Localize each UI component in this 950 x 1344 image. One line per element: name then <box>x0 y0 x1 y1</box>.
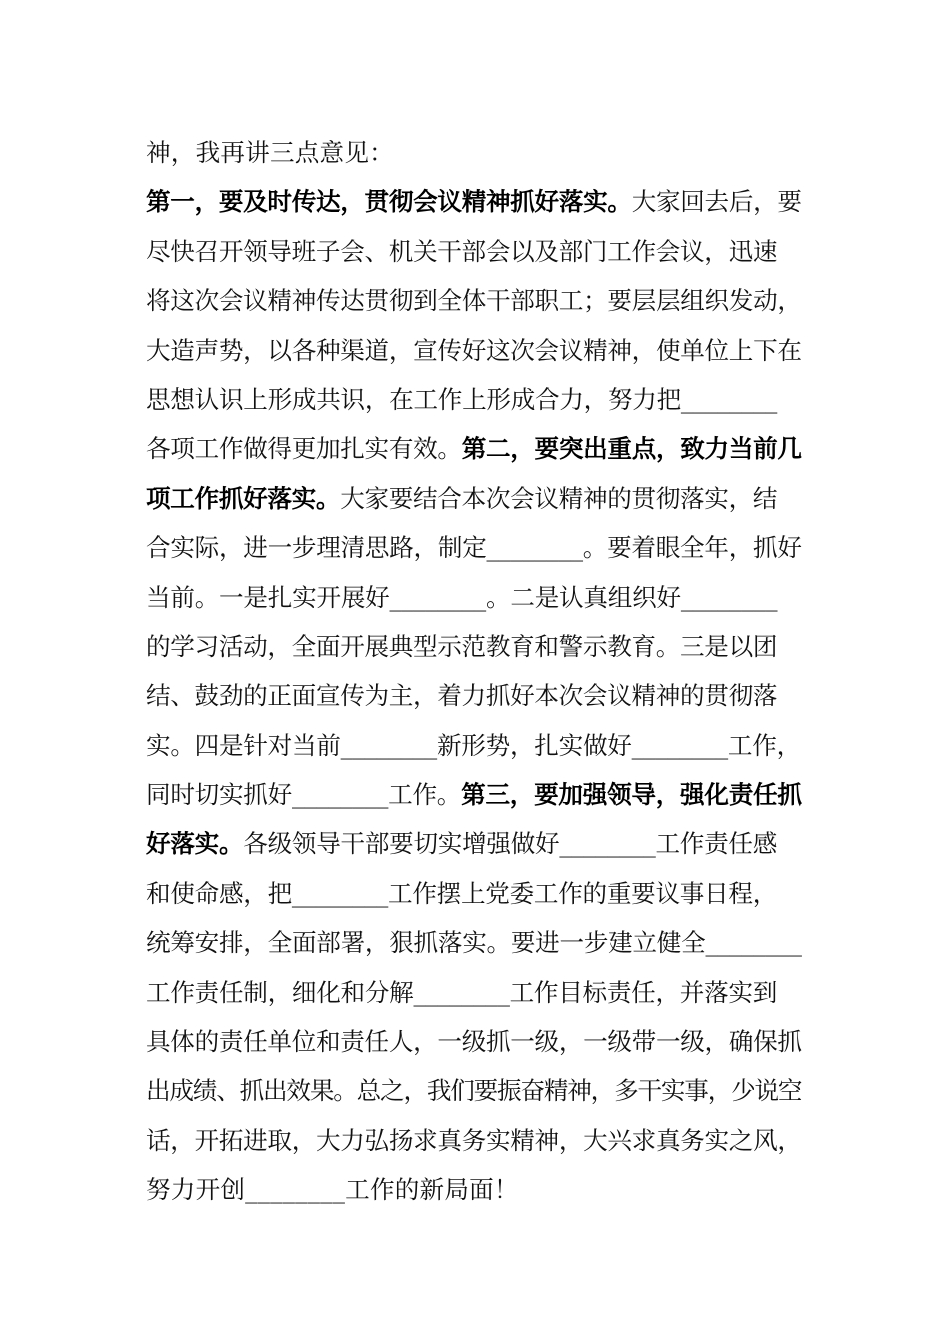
text-line <box>146 326 816 375</box>
paragraph-text: 话，开拓进取，大力弘扬求真务实精神，大兴求真务实之风， <box>146 1125 802 1155</box>
text-line <box>146 177 816 226</box>
paragraph-text: 当前。一是扎实开展好________。二是认真组织好________ <box>146 582 778 612</box>
paragraph-text: 神，我再讲三点意见： <box>146 138 394 167</box>
text-line <box>146 918 816 967</box>
paragraph-text: 统筹安排，全面部署，狠抓落实。要进一步建立健全________ <box>146 928 802 958</box>
text-line <box>146 128 816 177</box>
paragraph-text: 合实际，进一步理清思路，制定________。要着眼全年，抓好 <box>146 533 802 563</box>
text-line <box>146 424 816 473</box>
text-line <box>146 276 816 325</box>
text-line <box>146 968 816 1017</box>
paragraph-text: 同时切实抓好________工作。 <box>146 780 462 810</box>
paragraph-text: 大造声势，以各种渠道，宣传好这次会议精神，使单位上下在 <box>146 335 802 365</box>
text-line <box>146 1165 816 1214</box>
paragraph-text: 大家要结合本次会议精神的贯彻落实，结 <box>340 483 778 513</box>
text-line <box>146 523 816 572</box>
paragraph-text: 大家回去后，要 <box>631 187 802 217</box>
paragraph-text: 结、鼓劲的正面宣传为主，着力抓好本次会议精神的贯彻落 <box>146 681 778 711</box>
paragraph-text: 实。四是针对当前________新形势，扎实做好________工作， <box>146 730 801 760</box>
text-line <box>146 1116 816 1165</box>
paragraph-text: 和使命感，把________工作摆上党委工作的重要议事日程， <box>146 878 778 908</box>
text-line <box>146 474 816 523</box>
paragraph-text: 的学习活动，全面开展典型示范教育和警示教育。三是以团 <box>146 631 778 661</box>
text-line <box>146 770 816 819</box>
paragraph-text: 工作责任制，细化和分解________工作目标责任，并落实到 <box>146 977 778 1007</box>
body-text <box>146 128 816 1215</box>
paragraph-text: 出成绩、抓出效果。总之，我们要振奋精神，多干实事，少说空 <box>146 1076 802 1106</box>
paragraph-text: 思想认识上形成共识，在工作上形成合力，努力把________ <box>146 384 778 414</box>
text-line <box>146 1066 816 1115</box>
paragraph-text: 各级领导干部要切实增强做好________工作责任感 <box>243 829 778 859</box>
text-line <box>146 375 816 424</box>
text-line <box>146 1017 816 1066</box>
paragraph-text: 尽快召开领导班子会、机关干部会以及部门工作会议，迅速 <box>146 236 778 266</box>
bold-heading-text: 第一，要及时传达，贯彻会议精神抓好落实。 <box>146 187 632 217</box>
text-line <box>146 721 816 770</box>
paragraph-text: 将这次会议精神传达贯彻到全体干部职工；要层层组织发动， <box>146 286 802 316</box>
bold-heading-text: 第二，要突出重点，致力当前几 <box>461 434 802 464</box>
bold-heading-text: 第三，要加强领导，强化责任抓 <box>461 780 802 810</box>
bold-heading-text: 项工作抓好落实。 <box>146 483 341 513</box>
text-line <box>146 869 816 918</box>
text-line <box>146 622 816 671</box>
paragraph-text: 各项工作做得更加扎实有效。 <box>146 434 462 464</box>
text-line <box>146 227 816 276</box>
text-line <box>146 671 816 720</box>
paragraph-text: 具体的责任单位和责任人，一级抓一级，一级带一级，确保抓 <box>146 1027 802 1057</box>
bold-heading-text: 好落实。 <box>146 829 244 859</box>
text-line <box>146 573 816 622</box>
text-line <box>146 819 816 868</box>
paragraph-text: 努力开创________工作的新局面！ <box>146 1175 519 1205</box>
